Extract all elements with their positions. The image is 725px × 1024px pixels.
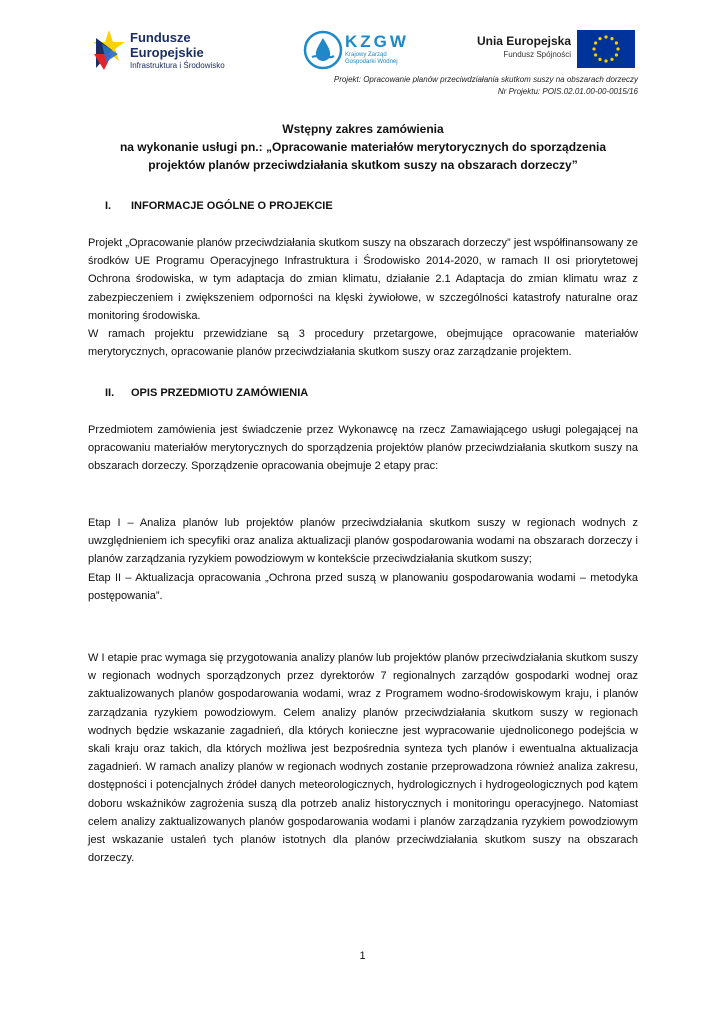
section-2-intro: Przedmiotem zamówienia jest świadczenie przez Wykonawcę na rzecz Zamawiającego usługi polegającej na opracowaniu materiałów merytorycznych do sporządzenia projektów planów przeciwdziałania skutkom suszy na obszarach dorzeczy. Sporządzenie opracowania obejmuje 2 etapy prac: bbox=[88, 424, 638, 473]
section-2-analysis: W I etapie prac wymaga się przygotowania analizy planów lub projektów planów przeciwdziałania skutkom suszy w regionach wodnych sporządzonych przez dyrektorów 7 regionalnych zarządów gospodarki wodnej oraz zaktualizowanych planów gospodarowania wodami, wraz z Programem wodno-środowiskowym kraju, i planów zarządzania ryzykiem powodziowym. Celem analizy planów przeciwdziałania skutkom suszy w regionach wodnych będzie wskazanie zagadnień, dla których konieczne jest wypracowanie ujednoliconego podejścia w skali kraju oraz takich, dla których możliwa jest bezpośrednia synteza tych planów i ewentualna aktualizacja zagadnień. W ramach analizy planów w regionach wodnych zostanie przeprowadzona również analiza zakresu, dostępności i potencjalnych źródeł danych meteorologicznych, hydrologicznych i hydrogeologicznych pod kątem doboru wskaźników zagrożenia suszą dla potrzeb analiz historycznych i monitoringu operacyjnego. Natomiast celem analizy zaktualizowanych planów gospodarowania wodami i planów zarządzania ryzykiem powodziowym jest wskazanie ustaleń tych planów istotnych dla planów przeciwdziałania skutkom suszy na obszarach dorzeczy. bbox=[88, 652, 638, 865]
section-1-paragraph-1: Projekt „Opracowanie planów przeciwdziałania skutkom suszy na obszarach dorzeczy” jest współfinansowany ze środków UE Programu Operacyjnego Infrastruktura i Środowisko 2014-2020, w ramach II osi priorytetowej Ochrona środowiska, w tym adaptacja do zmian klimatu, działanie 2.1 Adaptacja do zmian klimatu wraz z zabezpieczeniem i zwiększeniem odporności na klęski żywiołowe, w szczególności katastrofy naturalne oraz monitoring środowiska. bbox=[88, 237, 638, 322]
stage-1-text: Etap I – Analiza planów lub projektów planów przeciwdziałania skutkom suszy w regionach wodnych z uwzględnieniem ich specyfiki oraz analiza aktualizacji planów gospodarowania wodami na obszarach dorzeczy i planów zarządzania ryzykiem powodziowym w kontekście przeciwdziałania skutkom suszy; bbox=[88, 517, 638, 566]
section-1-paragraph-2: W ramach projektu przewidziane są 3 procedury przetargowe, obejmujące opracowanie materiałów merytorycznych, opracowanie planów przeciwdziałania skutkom suszy oraz zarządzanie projektem. bbox=[88, 328, 638, 359]
title-line2: na wykonanie usługi pn.: „Opracowanie materiałów merytorycznych do sporządzenia bbox=[119, 140, 607, 154]
section-1-heading bbox=[105, 200, 333, 212]
stage-2-text: Etap II – Aktualizacja opracowania „Ochrona przed suszą w planowaniu gospodarowania wodami – metodyka postępowania”. bbox=[88, 571, 638, 602]
page-number: 1 bbox=[359, 950, 366, 962]
section-2-title: OPIS PRZEDMIOTU ZAMÓWIENIA bbox=[131, 387, 309, 399]
fe-star-icon bbox=[92, 28, 126, 72]
ue-logo-line1: Unia Europejska bbox=[476, 34, 571, 48]
title-line1: Wstępny zakres zamówienia bbox=[282, 122, 444, 136]
section-1-number: I. bbox=[105, 200, 112, 212]
project-line: Projekt: Opracowanie planów przeciwdziałania skutkom suszy na obszarach dorzeczy bbox=[333, 75, 638, 84]
kzgw-logo bbox=[303, 30, 418, 72]
ue-logo-line2: Fundusz Spójności bbox=[503, 50, 571, 59]
fe-logo-line1: Fundusze bbox=[130, 30, 191, 45]
section-1-body bbox=[88, 234, 638, 361]
eu-flag-icon bbox=[577, 30, 635, 68]
document-title bbox=[88, 120, 638, 174]
section-2-stages bbox=[88, 514, 638, 605]
section-1-title: INFORMACJE OGÓLNE O PROJEKCIE bbox=[131, 200, 333, 212]
kzgw-subtitle: Krajowy Zarząd Gospodarki Wodnej bbox=[345, 52, 398, 65]
section-2-paragraph-1 bbox=[88, 421, 638, 476]
section-2-number: II. bbox=[105, 387, 115, 399]
section-2-heading bbox=[105, 387, 308, 399]
title-line3: projektów planów przeciwdziałania skutkom suszy na obszarach dorzeczy” bbox=[148, 158, 578, 172]
unia-europejska-logo bbox=[470, 30, 635, 70]
kzgw-name: KZGW bbox=[345, 32, 409, 51]
project-meta bbox=[334, 74, 638, 98]
project-number: Nr Projektu: POIS.02.01.00-00-0015/16 bbox=[497, 87, 638, 96]
fe-logo-line3: Infrastruktura i Środowisko bbox=[130, 61, 225, 70]
section-2-paragraph-3 bbox=[88, 649, 638, 867]
fundusze-europejskie-logo bbox=[92, 28, 252, 72]
fe-logo-line2: Europejskie bbox=[130, 45, 204, 60]
water-drop-icon bbox=[303, 30, 343, 70]
